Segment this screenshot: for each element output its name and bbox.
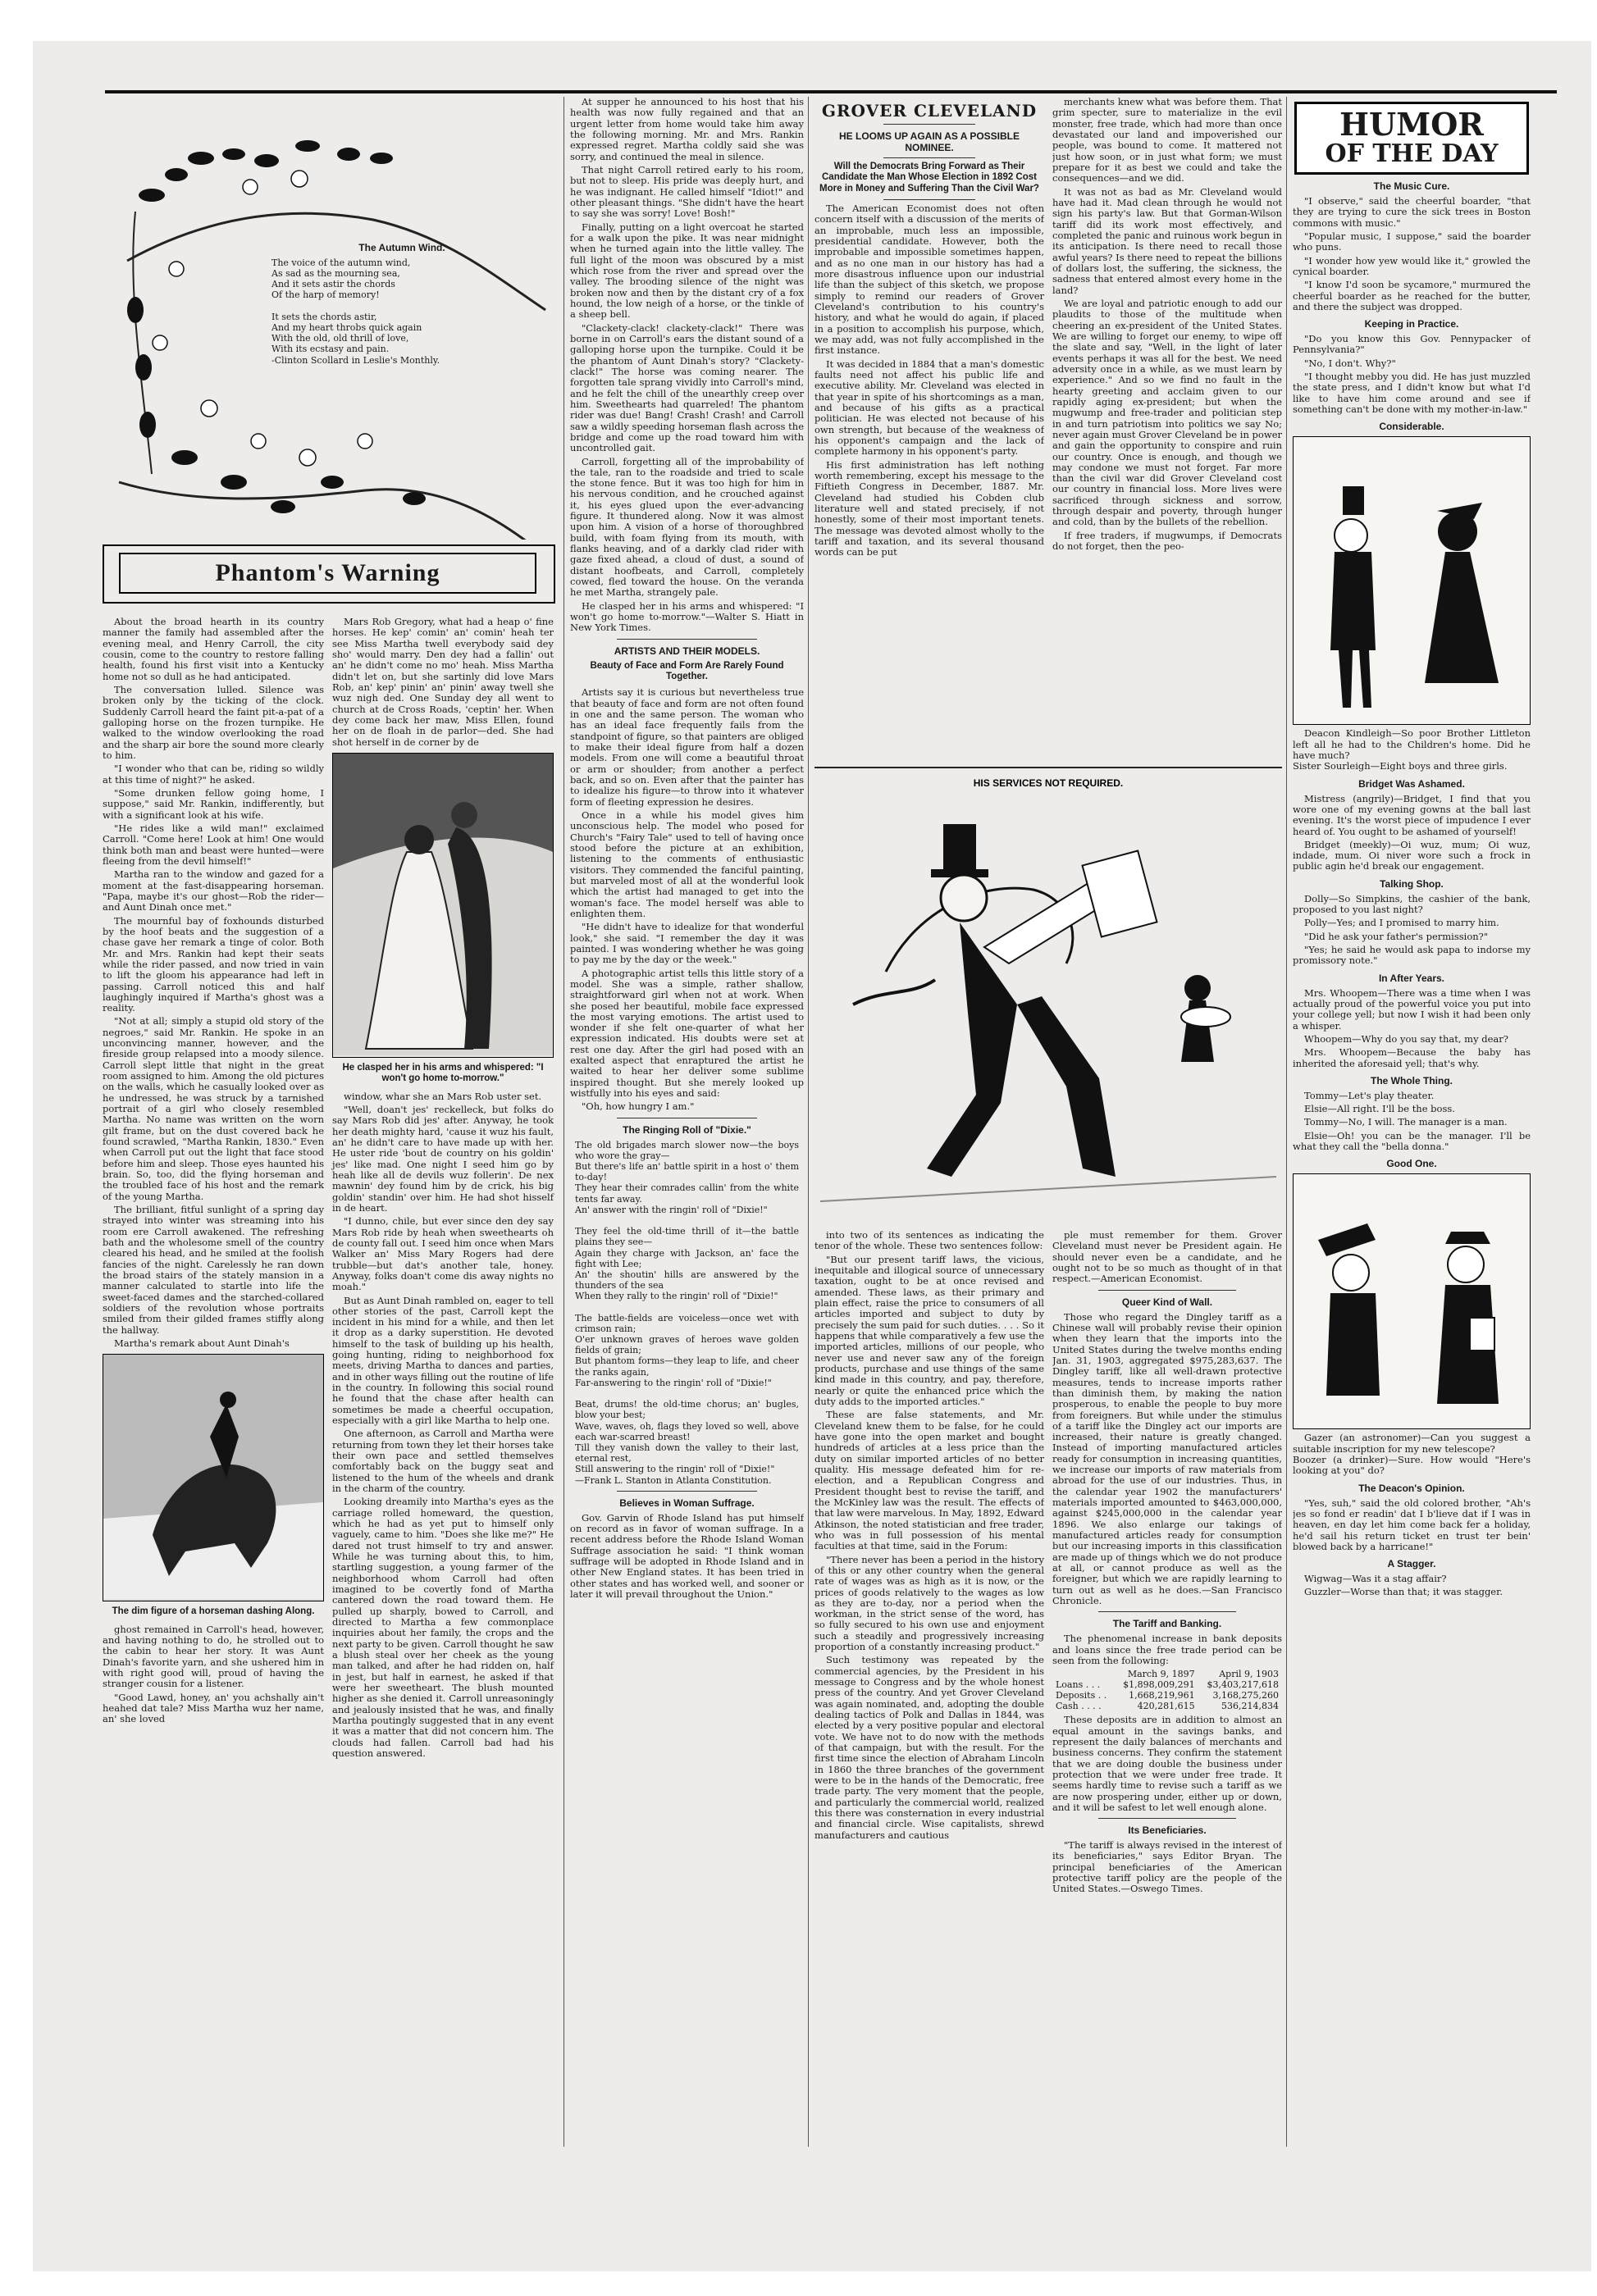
humor-items-1: [1293, 181, 1531, 433]
poem-line: They feel the old-time thrill of it—the battle plains they see—: [575, 1226, 799, 1248]
paragraph: into two of its sentences as indicating the tenor of the whole. These two sentences follow:: [814, 1230, 1044, 1252]
humor-item-text: "Yes, suh," said the old colored brother, "Ah's jes so fond er readin' dat I b'lieve dat if I was in heaven, en day let him come back fer a holiday, he'd sail his return ticket en trust ter bein' blowed back by a harricane!": [1293, 1496, 1531, 1552]
paragraph: Once in a while his model gives him unconscious help. The model who posed for Church's "Fairy Tale" used to tell of having once stood before the picture at an exhibition, listening to the comments of enthusiastic visitors. They commended the fanciful painting, but marveled most of all at the wonderful look which the artist had managed to get into the woman's face. The model herself was able to enlighten them.: [570, 809, 804, 919]
column-6: [1293, 97, 1531, 2147]
paragraph: "Oh, how hungry I am.": [582, 1100, 695, 1113]
humor-item-text: Elsie—Oh! you can be the manager. I'll be what they call the "bella donna.": [1293, 1129, 1531, 1153]
paragraph: The conversation lulled. Silence was broken only by the ticking of the clock. Suddenly Carroll heard the faint pit-a-pat of a galloping horse on the frozen turnpike. He walked to the window overlooking the road and the sharp air bore the sound more clearly to him.: [103, 683, 324, 761]
paragraph: ghost remained in Carroll's head, however, and having nothing to do, he strolled out to the cabin to hear her story. It was Aunt Dinah's favorite yarn, and she ushered him in with right good will, proud of having the stranger cousin for a listener.: [103, 1623, 324, 1690]
poem-line: [575, 1215, 799, 1226]
paragraph: Martha ran to the window and gazed for a moment at the fast-disappearing horseman. "Papa, maybe it's our ghost—Rob the rider—and Aunt Dinah once met.": [103, 868, 324, 913]
humor-item-title: Keeping in Practice.: [1364, 318, 1459, 330]
paragraph: If free traders, if mugwumps, if Democrats do not forget, then the peo-: [1052, 529, 1282, 553]
paragraph: "He didn't have to idealize for that wonderful look," she said. "I remember the day it was painted. I was wondering whether he was going to pay me by the day or the week.": [570, 921, 804, 966]
humor-item-title: In After Years.: [1378, 972, 1445, 984]
poem-block: [267, 236, 537, 369]
humor-item-text: Tommy—No, I will. The manager is a man.: [1304, 1116, 1508, 1128]
poem-line: Still answering to the ringin' roll of "Dixie!": [575, 1464, 775, 1475]
humor-items-2: [1293, 779, 1531, 1171]
poem-line: The battle-fields are voiceless—once wet with crimson rain;: [575, 1312, 799, 1334]
paragraph: Such testimony was repeated by the commercial agencies, by the President in his message to Congress and by the whole honest press of the country. And yet Grover Cleveland was again nominated, and, adopting the double dealing tactics of Polk and Dallas in 1844, was elected by a very positive popular and electoral vote. We have not to do now with the methods of that campaign, but with the result. For the first time since the election of Abraham Lincoln in 1860 the three branches of the government were to be in the hands of the Democratic, free trade party. The very moment that the people, and particularly the commercial world, realized this there was consternation in every industrial and financial circle. Wise capitalists, shrewd manufacturers and cautious: [814, 1654, 1044, 1841]
humor-items-3: [1293, 1483, 1531, 1598]
dixie-title: The Ringing Roll of "Dixie.": [623, 1123, 751, 1136]
column-divider: [808, 97, 809, 2147]
humor-item-text: "I observe," said the cheerful boarder, "that they are trying to cure the sick trees in Boston commons with music.": [1293, 194, 1531, 229]
paragraph: "But our present tariff laws, the vicious, inequitable and illogical source of unnecessary taxation, ought to be at once revised and amended. These laws, as their primary and plain effect, raise the price to consumers of all articles imported and subject to duty by precisely the sum paid for such duties. . . . So it happens that while comparatively a few use the imported articles, millions of our people, who never use and never saw any of the foreign products, purchase and use things of the same kind made in this country, and pay, therefore, nearly or quite the enhanced price which the duty adds to the imported articles.": [814, 1253, 1044, 1407]
humor-item-text: Tommy—Let's play theater.: [1304, 1089, 1435, 1101]
humor-title-line1: HUMOR: [1339, 106, 1484, 143]
cleveland-title: GROVER CLEVELAND: [821, 101, 1038, 121]
humor-item-title: The Whole Thing.: [1371, 1074, 1453, 1086]
gazer-caption: Gazer (an astronomer)—Can you suggest a suitable inscription for my new telescope? Boozer (a drinker)—Sure. How would "Here's looking at you" do?: [1293, 1432, 1531, 1477]
paragraph: About the broad hearth in its country manner the family had assembled after the evening meal, and Henry Carroll, the city cousin, come to the country to restore falling health, found his first visit into a Kentucky home not so dull as he had anticipated.: [103, 616, 324, 682]
humor-item-text: Bridget (meekly)—Oi wuz, mum; Oi wuz, indade, mum. Oi niver wore such a frock in public agin he'd break our engagement.: [1293, 838, 1531, 872]
column-1: [103, 97, 558, 2147]
paragraph: "I wonder who that can be, riding so wildly at this time of night?" he asked.: [103, 763, 324, 786]
humor-item-text: Elsie—All right. I'll be the boss.: [1304, 1103, 1455, 1115]
poem-line: An' the shoutin' hills are answered by the thunders of the sea: [575, 1269, 799, 1292]
paragraph: The mournful bay of foxhounds disturbed by the hoof beats and the suggestion of a chase gave her remark a tinge of color. Both Mr. and Mrs. Rankin had kept their seats while the rider passed, and now tried in vain to lift the gloom his appearance had left in passing. Carroll noticed this and half laughingly inquired if Martha's ghost was a reality.: [103, 914, 324, 1014]
poem-line: Beat, drums! the old-time chorus; an' bugles, blow your best;: [575, 1399, 799, 1421]
humor-item-text: "Do you know this Gov. Pennypacker of Pennsylvania?": [1293, 333, 1531, 356]
table-row: [1052, 1691, 1282, 1702]
poem-line: Of the harp of memory!: [271, 289, 380, 301]
paragraph: One afternoon, as Carroll and Martha were returning from town they let their horses take their own pace and settled themselves comfortably back on the buggy seat and listened to the hum of the wheels and drank in the charm of the country.: [332, 1428, 554, 1495]
humor-item-text: Polly—Yes; and I promised to marry him.: [1304, 917, 1499, 929]
beneficiaries-text: "The tariff is always revised in the interest of its beneficiaries," says Editor Bryan. The principal beneficiaries of the American protective tariff policy are the people of the United States.—Oswego Times.: [1052, 1839, 1282, 1895]
two-figures-cartoon-icon: [1294, 437, 1530, 722]
artists-subtitle: Beauty of Face and Form Are Rarely Found Together.: [590, 660, 784, 681]
poem-line: It sets the chords astir,: [271, 311, 377, 322]
humor-item-text: "Did he ask your father's permission?": [1304, 930, 1489, 942]
running-man-cartoon-icon: [820, 791, 1276, 1226]
humor-item-title: The Deacon's Opinion.: [1358, 1482, 1465, 1494]
deacon-caption: Deacon Kindleigh—So poor Brother Littleton left all he had to the Children's home. Did he have much? Sister Sourleigh—Eight boys and three girls.: [1293, 727, 1531, 772]
paragraph: It was not as bad as Mr. Cleveland would have had it. Mad clean through he would not sign his party's law. But that Gorman-Wilson tariff did its work most effectively, and completed the panic and ruinous work begun in its anticipation. Is there need to recall those awful years? Is there need to repeat the billions of dollars lost, the suffering, the sickness, the sadness that entered almost every home in the land?: [1052, 185, 1282, 296]
poem-line: But phantom forms—they leap to life, and cheer the ranks again,: [575, 1355, 799, 1378]
couple-caption: He clasped her in his arms and whispered: "I won't go home to-morrow.": [342, 1062, 544, 1084]
poem-line: The voice of the autumn wind,: [271, 257, 411, 268]
table-row: [1052, 1680, 1282, 1691]
table-cell: 536,214,834: [1221, 1700, 1279, 1711]
paragraph: These are false statements, and Mr. Cleveland knew them to be false, for he could have gone into the open market and bought hundreds of articles at a less price than the duty on similar imported articles of no better quality. His message defeated him for re-election, and a Republican Congress and President thought best to revise the tariff, and the McKinley law was the result. The effects of that law were marvelous. In May, 1892, Edward Atkinson, the noted statistician and free trader, who was in full possession of his mental faculties at that time, said in the Forum:: [814, 1409, 1044, 1552]
poem-line: Far-answering to the ringin' roll of "Dixie!": [575, 1377, 772, 1388]
poem-line: When they rally to the ringin' roll of "Dixie!": [575, 1291, 778, 1302]
horseman-caption: The dim figure of a horseman dashing Along.: [112, 1606, 315, 1617]
paragraph: A photographic artist tells this little story of a model. She was a simple, rather shallow, straightforward girl when not at work. When she posed her beautiful, mobile face expressed the most varying emotions. The artist used to wonder if she felt one-quarter of what her expression indicated. His doubts were set at rest one day. After the girl had posed with an exalted aspect that enraptured the artist he waited to hear her deliver some sublime inspired thought. But she merely looked up wistfully into his eyes and said:: [570, 967, 804, 1100]
humor-item-text: "I wonder how yew would like it," growled the cynical boarder.: [1293, 254, 1531, 277]
humor-item-text: "I thought mebby you did. He has just muzzled the state press, and I didn't know but what I'd like to have him come around and see if something can't be done with my mother-in-law.": [1293, 371, 1531, 416]
dixie-poem: [575, 1140, 799, 1486]
poem-line: Wave, waves, oh, flags they loved so well, above each war-scarred breast!: [575, 1420, 799, 1442]
paragraph: merchants knew what was before them. That grim specter, sure to materialize in the evil monster, free trade, which had more than once devastated our land and impoverished our people, was bound to come. It mattered not just how soon, or in just what form; we must prepare for it as best we could and take the consequences—and we did.: [1052, 97, 1282, 184]
humor-item-title: A Stagger.: [1387, 1558, 1436, 1570]
paragraph: The American Economist does not often concern itself with a discussion of the merits of an improbable, much less an impossible, presidential candidate. However, both the improbable and impossible sometimes happen, and as no one man in our history has had a more disastrous influence upon our industrial life than the subject of this sketch, we propose simply to remind our readers of Grover Cleveland's contribution to his country's history, and what he would do again, if placed in a position to accomplish his purpose, which, we may add, was not fully accomplished in the first instance.: [814, 202, 1044, 357]
story-title-box: [103, 544, 558, 610]
paragraph: window, whar she an Mars Rob uster set.: [344, 1090, 542, 1102]
paragraph: "Some drunken fellow going home, I suppose," said Mr. Rankin, indifferently, but with a significant look at his wife.: [103, 786, 324, 821]
top-rule: [105, 90, 1557, 93]
humor-item-text: Mrs. Whoopem—There was a time when I was actually proud of the powerful voice you put into your college yell; but now I wish it had been only a whisper.: [1293, 986, 1531, 1032]
poem-line: With the old, old thrill of love,: [271, 333, 409, 344]
paragraph: His first administration has left nothing worth remembering, except his message to the Fiftieth Congress in December, 1887. Mr. Cleveland had studied his Cobden club literature well and stated precisely, if not honestly, some of their most important tenets. The message was devoted almost wholly to the tariff and taxation, and its several thousand words can be put: [814, 458, 1044, 558]
column-4-top: [814, 97, 1044, 769]
paragraph: Finally, putting on a light overcoat he started for a walk upon the pike. It was near midnight when he turned again into the little valley. The full light of the moon was obscured by a mist which rose from the river and spread over the valley. The brooding silence of the night was broken now and then by the distant cry of a fox hound, the low neigh of a horse, or the tinkle of a sheep bell.: [570, 221, 804, 321]
paragraph: "Clackety-clack! clackety-clack!" There was borne in on Carroll's ears the distant sound of a galloping horse upon the turnpike. Could it be the phantom of Aunt Dinah's story? "Clackety-clack!" The horse was coming nearer. The forgotten tale sprang vividly into Carroll's mind, and he felt the chill of the unearthly creep over him. Sweethearts had quarreled! The phantom rider was due! Bang! Crash! Crash! and Carroll saw a wildly speeding horseman flash across the bridge and come up the road toward him with uncontrolled gait.: [570, 321, 804, 454]
paragraph: ple must remember for them. Grover Cleveland must never be President again. He should never even be a candidate, and he ought not to be so much as thought of in that respect.—American Economist.: [1052, 1230, 1282, 1285]
poem-line: The old brigades march slower now—the boys who wore the gray—: [575, 1139, 799, 1161]
story-paragraphs: [103, 617, 324, 1349]
table-cell: 1,668,219,961: [1129, 1689, 1195, 1701]
cleveland-article: [814, 203, 1044, 558]
humor-item-title: Talking Shop.: [1380, 877, 1444, 890]
humor-item-text: "I know I'd soon be sycamore," murmured the cheerful boarder as he reached for the butter, and there the subject was dropped.: [1293, 279, 1531, 312]
deacon-cartoon: [1293, 436, 1531, 725]
column-5-top: [1052, 97, 1282, 769]
couple-illustration: [332, 753, 554, 1058]
poem-ornament: [103, 97, 558, 540]
horseman-illustration: [103, 1354, 324, 1601]
paragraph: He clasped her in his arms and whispered: "I won't go home to-morrow."—Walter S. Hiatt in New York Times.: [570, 599, 804, 634]
artists-article: [570, 687, 804, 1112]
poem-line: An' answer with the ringin' roll of "Dixie!": [575, 1204, 768, 1215]
poem-line: —Frank L. Stanton in Atlanta Constitution.: [575, 1474, 772, 1486]
paragraph: But as Aunt Dinah rambled on, eager to tell other stories of the past, Carroll kept the incident in his mind for a while, and then let it drop as a darky superstition. He devoted himself to the task of building up his health, going hunting, riding to neighborhood fox meets, driving Martha to dances and parties, and in other ways filling out the routine of life in the country. In following this social round he found that the chase after health can sometimes be made a cheerful occupation, especially with a girl like Martha to help one.: [332, 1294, 554, 1427]
table-cell: $1,898,009,291: [1123, 1679, 1195, 1691]
story-tail: [103, 1624, 324, 1725]
poem-line: [575, 1302, 799, 1313]
column-5-bottom: [1052, 1230, 1282, 2148]
humor-item-text: Guzzler—Worse than that; it was stagger.: [1304, 1586, 1503, 1598]
story-paragraphs-b: [332, 1091, 554, 1760]
queer-wall-title: Queer Kind of Wall.: [1121, 1296, 1213, 1308]
poem-line: [575, 1388, 799, 1399]
paragraph: Artists say it is curious but nevertheless true that beauty of face and form are not often found in one and the same person. The woman who has an ideal face frequently fails from the standpoint of figure, so that painters are obliged to make their ideal figure from half a dozen models. From one will come a beautiful throat or arm or shoulder; from another a perfect back, and so on. Even after that the painter has to idealize his figure—to throw into it whatever form of fleeting expression he desires.: [570, 686, 804, 808]
horseman-icon: [103, 1355, 323, 1599]
humor-item-text: "Popular music, I suppose," said the boarder who puns.: [1293, 230, 1531, 253]
suffrage-title: Believes in Woman Suffrage.: [619, 1496, 755, 1509]
artists-title: ARTISTS AND THEIR MODELS.: [614, 645, 760, 657]
poem-line: As sad as the mourning sea,: [271, 268, 400, 280]
poem-line: And it sets astir the chords: [271, 279, 395, 290]
table-header: April 9, 1903: [1219, 1669, 1279, 1680]
paragraph: Martha's remark about Aunt Dinah's: [114, 1337, 290, 1349]
poem-line: O'er unknown graves of heroes wave golden fields of grain;: [575, 1334, 799, 1356]
embracing-couple-icon: [333, 754, 553, 1055]
cleveland-subhead: HE LOOMS UP AGAIN AS A POSSIBLE NOMINEE.: [838, 130, 1020, 154]
paragraph: "Good Lawd, honey, an' you achshally ain't heahed dat tale? Miss Martha wuz her name, an' she loved: [103, 1691, 324, 1725]
poem-lines: [271, 257, 532, 366]
poem-line: And my heart throbs quick again: [271, 322, 422, 334]
poem-line: With its ecstasy and pain.: [271, 344, 390, 355]
story-title: Phantom's Warning: [215, 558, 440, 586]
poem-line: -Clinton Scollard in Leslie's Monthly.: [271, 354, 440, 366]
paragraph: Carroll, forgetting all of the improbability of the tale, ran to the roadside and tried to scale the stone fence. But it was too high for him in his nervous condition, and he crouched against it, his eyes glued upon the ever-advancing figure. It thundered along. Now it was almost upon him. A vision of a horse of thoroughbred build, with foam flying from its mouth, with flanks heaving, and of a darkly clad rider with gaze fixed ahead, a cloud of dust, a sound of distant hoofbeats, and Carroll, completely cowed, fled toward the house. On the veranda he met Martha, strangely pale.: [570, 455, 804, 599]
paragraph: That night Carroll retired early to his room, but not to sleep. His pride was deeply hurt, and he was indignant. He called himself "Idiot!" and other pleasant things. "She didn't have the heart to say she was sorry! Love! Bosh!": [570, 163, 804, 220]
humor-item-text: "Yes; he said he would ask papa to indorse my promissory note.": [1293, 944, 1531, 967]
poem-line: [271, 301, 532, 312]
banking-table: [1052, 1670, 1282, 1711]
banking-intro: The phenomenal increase in bank deposits and loans since the free trade period can be seen from the following:: [1052, 1633, 1282, 1666]
paragraph: At supper he announced to his host that his health was now fully regained and that an urgent letter from home would take him away the following morning. Mr. and Mrs. Rankin expressed regret. Martha coldly said she was sorry, and continued the meal in silence.: [570, 97, 804, 162]
humor-item-title: Considerable.: [1379, 421, 1444, 433]
story-column-b: [332, 617, 554, 1761]
story-conclusion: [570, 97, 804, 634]
cartoon-title: HIS SERVICES NOT REQUIRED.: [973, 777, 1124, 789]
cleveland-article-cont: [1052, 97, 1282, 552]
table-cell: Loans . . .: [1056, 1679, 1101, 1691]
cleveland-cartoon: [820, 791, 1276, 1226]
suffrage-text: Gov. Garvin of Rhode Island has put himself on record as in favor of woman suffrage. In a recent address before the Rhode Island Woman Suffrage association he said: "I think woman suffrage will be adopted in Rhode Island and in other New England states. It has been tried in other states and has worked well, and sooner or later it will prevail throughout the Union.": [570, 1511, 804, 1600]
table-header: March 9, 1897: [1127, 1669, 1195, 1680]
humor-item-text: Wigwag—Was it a stag affair?: [1304, 1573, 1447, 1585]
story-paragraphs-b-top: [332, 617, 554, 748]
banking-text: These deposits are in addition to almost an equal amount in the savings banks, and represent the daily balances of merchants and business concerns. They confirm the statement that we are doing double the business under protection that we were under free trade. It seems hardly time to revise such a tariff as we are now prospering under, either up or down, and it will be safest to let well enough alone.: [1052, 1714, 1282, 1813]
paragraph: The brilliant, fitful sunlight of a spring day strayed into winter was streaming into his room ere Carroll awakened. The refreshing bath and the wholesome smell of the country cleared his head, and he smiled at the foolish fancies of the night. Carelessly he ran down the broad stairs of the stately mansion in a manner calculated to startle into life the sweet-faced dames and the starched-collared soldiers of the revolution whose portraits smiled from their gilded frames stiffly along the hallway.: [103, 1204, 324, 1336]
humor-item-title: Good One.: [1386, 1158, 1437, 1170]
humor-item-text: Whoopem—Why do you say that, my dear?: [1304, 1032, 1508, 1045]
paragraph: It was decided in 1884 that a man's domestic faults need not affect his public life and executive ability. Mr. Cleveland was elected in that year in spite of his shortcomings as a man, and because of his gifts as a practical politician. He was elected not because of his own strength, but because of the weakness of his opponent's campaign and the lack of complete harmony in his opponent's party.: [814, 358, 1044, 458]
poem-line: But there's life an' battle spirit in a host o' them to-day!: [575, 1161, 799, 1183]
table-cell: $3,403,217,618: [1207, 1679, 1279, 1691]
paragraph: "He rides like a wild man!" exclaimed Carroll. "Come here! Look at him! One would think both man and beast were hunted—were fleeing from the devil himself!": [103, 822, 324, 867]
table-cell: 420,281,615: [1137, 1700, 1195, 1711]
humor-item-title: The Music Cure.: [1373, 180, 1450, 192]
paragraph: "Well, doan't jes' reckelleck, but folks do say Mars Rob did jes' after. Anyway, he took her death mighty hard, 'cause it wuz his fault, an' he didn't care to have made up with her. He uster ride 'bout de country on his goldin' jes' like mad. One night I seed him go by heah like all de devils wuz follerin'. De nex mawnin' dey found him by de crick, his big goldin' standin' over him. He had shot hisself in de heart.: [332, 1103, 554, 1214]
column-divider: [1286, 97, 1287, 2147]
paragraph: Those who regard the Dingley tariff as a Chinese wall will probably revise their opinion when they learn that the imports into the United States during the twelve months ending Jan. 31, 1903, aggregated $975,283,637. The Dingley tariff, like all well-drawn protective measures, tends to increase imports rather than diminish them, by making the nation prosperous, to enable the people to buy more from foreigners. But while under the stimulus of a tariff like the Dingley act our imports are increased, their nature is greatly changed. Instead of importing manufactured articles ready for consumption in increasing quantities, we increase our imports of raw materials from abroad for the use of our industries. Thus, in the calendar year 1902 the manufacturers' materials imported amounted to $463,000,000, against $245,000,000 in the calendar year 1896. We also enlarge our takings of manufactured articles ready for consumption but our increasing imports in this classification are made up of things which we do not produce at all, or cannot produce as well as the foreigner, but which we are rapidly learning to turn out as well as he does.—San Francisco Chronicle.: [1052, 1310, 1282, 1607]
table-row: [1052, 1702, 1282, 1712]
column-3: [570, 97, 804, 2147]
humor-item-text: Mistress (angrily)—Bridget, I find that you wore one of my evening gowns at the ball last evening. It's the worst piece of impudence I ever heard of. You ought to be ashamed of yourself!: [1293, 792, 1531, 837]
humor-item-text: Mrs. Whoopem—Because the baby has inherited the aforesaid yell; that's why.: [1293, 1046, 1531, 1069]
gazer-cartoon: [1293, 1173, 1531, 1429]
beneficiaries-title: Its Beneficiaries.: [1128, 1824, 1207, 1837]
humor-masthead: [1294, 102, 1529, 175]
table-cell: 3,168,275,260: [1212, 1689, 1279, 1701]
humor-title-line2: OF THE DAY: [1325, 139, 1499, 168]
cleveland-article-lower: [814, 1230, 1044, 1841]
poem-line: They hear their comrades callin' from the white tents far away.: [575, 1182, 799, 1205]
story-column-a: [103, 617, 324, 1761]
queer-wall-article: [1052, 1312, 1282, 1607]
poem-line: Till they vanish down the valley to their last, eternal rest,: [575, 1442, 799, 1465]
banking-title: The Tariff and Banking.: [1112, 1618, 1222, 1630]
poem-title: The Autumn Wind.: [358, 242, 445, 253]
humor-item-text: Dolly—So Simpkins, the cashier of the bank, proposed to you last night?: [1293, 892, 1531, 916]
table-cell: Cash . . . .: [1056, 1700, 1102, 1711]
paragraph: "I dunno, chile, but ever since den dey say Mars Rob ride by heah when sweethearts oh de county fall out. I seed him once when Mars Walker an' Miss Mary Rogers had dere trubble—but dat's another tale, honey. Anyway, folks doan't come dis away nights no moah.": [332, 1215, 554, 1293]
paragraph: Looking dreamily into Martha's eyes as the carriage rolled homeward, the question, which he had as yet put to himself only vaguely, came to him. "Does she like me?" He dared not trust himself to try and answer. While he was turning about this, to him, startling suggestion, a young farmer of the neighborhood whom Carroll had often imagined to be covertly fond of Martha cantered down the road toward them. He pulled up sharply, bowed to Carroll, and directed to Martha a few commonplace inquiries about her family, the crops and the next party to be given. Carroll thought he saw a blush steal over her cheek as the young man talked, and after he had ridden on, half in jest, but half in earnest, he asked if that were her sweetheart. The blush mounted higher as she denied it. Carroll unreasoningly and jealously insisted that he was, and finally Martha poutingly suggested that in any event it was a matter that did not concern him. The clouds had fallen. Carroll bad had his question answered.: [332, 1496, 554, 1759]
paragraph: We are loyal and patriotic enough to add our plaudits to those of the multitude when cheering an ex-president of the United States. We are willing to forget our enemy, to wipe off the slate and say, "Well, in the light of later events perhaps it was all for the best. We need adversity once in a while, as we must learn by experience." And so we find no fault in the hearty greeting and acclaim given to our rapidly aging ex-president; but when the mugwump and free-trader and politician step in and turn patriotism into politics we say No; never again must Grover Cleveland be in power and gain the opportunity to conspire and ruin our country. Once is enough, and though we may condone we must not forget. Far more than the civil war did Grover Cleveland cost our country in financial loss. More lives were sacrificed through sickness and sorrow, through despair and poverty, through hunger and cold, than by the bullets of the rebellion.: [1052, 297, 1282, 528]
table-cell: Deposits . .: [1056, 1689, 1107, 1701]
cleveland-article-end: [1052, 1230, 1282, 1285]
humor-item-text: "No, I don't. Why?": [1304, 357, 1396, 369]
humor-item-title: Bridget Was Ashamed.: [1358, 777, 1465, 790]
cleveland-deck: Will the Democrats Bring Forward as Their Candidate the Man Whose Election in 1892 Cost More in Money and Suffering Than the Civil War?: [819, 162, 1039, 194]
paragraph: "Not at all; simply a stupid old story of the negroes," said Mr. Rankin. He spoke in an unconvincing manner, however, and the fireside group relapsed into a moody silence. Carroll slept little that night in the great room assigned to him. Among the old pictures on the walls, which he casually looked over as he undressed, he was struck by a tarnished portrait of a girl who closely resembled Martha. No name was written on the worn gilt frame, but on the dust covered back he found scrawled, "Martha Rankin, 1830." Even when Carroll put out the light that face stood before him and sleep. Those eyes haunted his brain. So, too, did the flying horseman and the troubled face of his host and the remark of the young Martha.: [103, 1015, 324, 1202]
gazer-boozer-cartoon-icon: [1294, 1174, 1530, 1427]
paragraph: "There never has been a period in the history of this or any other country when the general rate of wages was as high as it is now, or the prices of goods relatively to the wages as low as they are to-day, nor a period when the workman, in the strict sense of the word, has so fully secured to his own use and enjoyment such a steadily and progressively increasing proportion of a constantly increasing product.": [814, 1553, 1044, 1653]
poem-line: Again they charge with Jackson, an' face the fight with Lee;: [575, 1247, 799, 1269]
paragraph: Mars Rob Gregory, what had a heap o' fine horses. He kep' comin' an' comin' heah ter see Miss Martha twell everybody said dey sho' would marry. Den dey had a fallin' out an' he didn't come no mo' heah. Miss Martha didn't let on, but she sartinly did love Mars Rob, an' kep' pinin' an' pinin' away twell she wuz nigh ded. One Sunday dey all went to church at de Cross Roads, 'ceptin' her. When dey come back her maw, Miss Ellen, found her on de floah in de parlor—ded. She had shot herself in de corner by de: [332, 616, 554, 748]
column-4-bottom: [814, 1230, 1044, 2148]
